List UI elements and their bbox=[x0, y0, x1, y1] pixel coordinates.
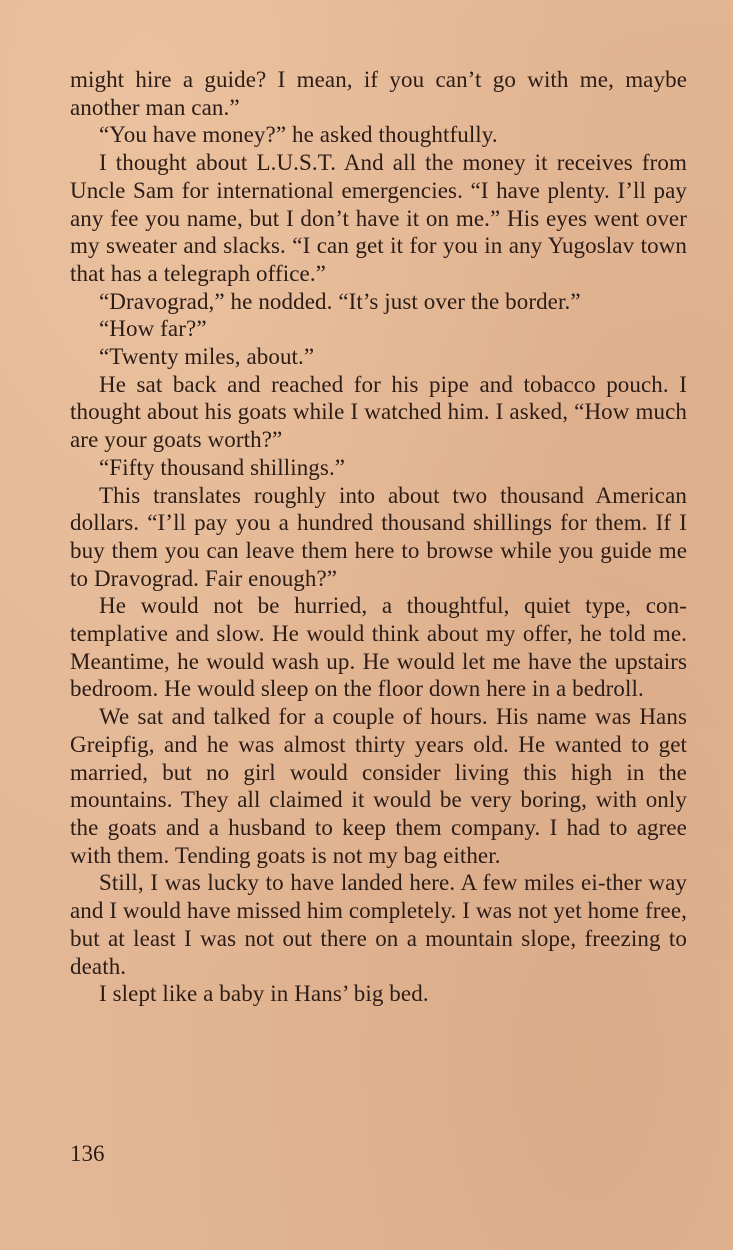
paragraph: I thought about L.U.S.T. And all the money it receives from Uncle Sam for international emergencies. “I have plenty. I’ll pay any fee you name, but I don’t have it on me.” His eyes went over my sweater and slacks. “I can get it for you in any Yugoslav town that has a telegraph office.” bbox=[70, 150, 687, 286]
paragraph: “Fifty thousand shillings.” bbox=[99, 454, 346, 480]
body-text bbox=[70, 66, 687, 1008]
paragraph: He sat back and reached for his pipe and tobacco pouch. I thought about his goats while I watched him. I asked, “How much are your goats worth?” bbox=[70, 371, 687, 453]
paragraph: “Dravograd,” he nodded. “It’s just over the border.” bbox=[99, 288, 581, 314]
paragraph: I slept like a baby in Hans’ big bed. bbox=[99, 981, 429, 1007]
paragraph: might hire a guide? I mean, if you can’t go with me, maybe another man can.” bbox=[70, 67, 687, 120]
paragraph: This translates roughly into about two thousand American dollars. “I’ll pay you a hundred thousand shillings for them. If I buy them you can leave them here to browse while you guide me to Dravograd. Fair enough?” bbox=[70, 482, 687, 591]
paragraph: “Twenty miles, about.” bbox=[99, 344, 315, 370]
paragraph: “You have money?” he asked thoughtfully. bbox=[99, 122, 498, 148]
paragraph: He would not be hurried, a thoughtful, quiet type, con-templative and slow. He would think about my offer, he told me. Meantime, he would wash up. He would let me have the upstairs bedroom. He would sleep on the floor down here in a bedroll. bbox=[70, 593, 687, 702]
paragraph: We sat and talked for a couple of hours. His name was Hans Greipfig, and he was almost thirty years old. He wanted to get married, but no girl would consider living this high in the mountains. They all claimed it would be very boring, with only the goats and a husband to keep them company. I had to agree with them. Tending goats is not my bag either. bbox=[70, 704, 687, 868]
paragraph: “How far?” bbox=[99, 316, 207, 342]
paragraph: Still, I was lucky to have landed here. A few miles ei-ther way and I would have missed him completely. I was not yet home free, but at least I was not out there on a mountain slope, freezing to death. bbox=[70, 870, 687, 979]
page-number: 136 bbox=[70, 1141, 105, 1166]
